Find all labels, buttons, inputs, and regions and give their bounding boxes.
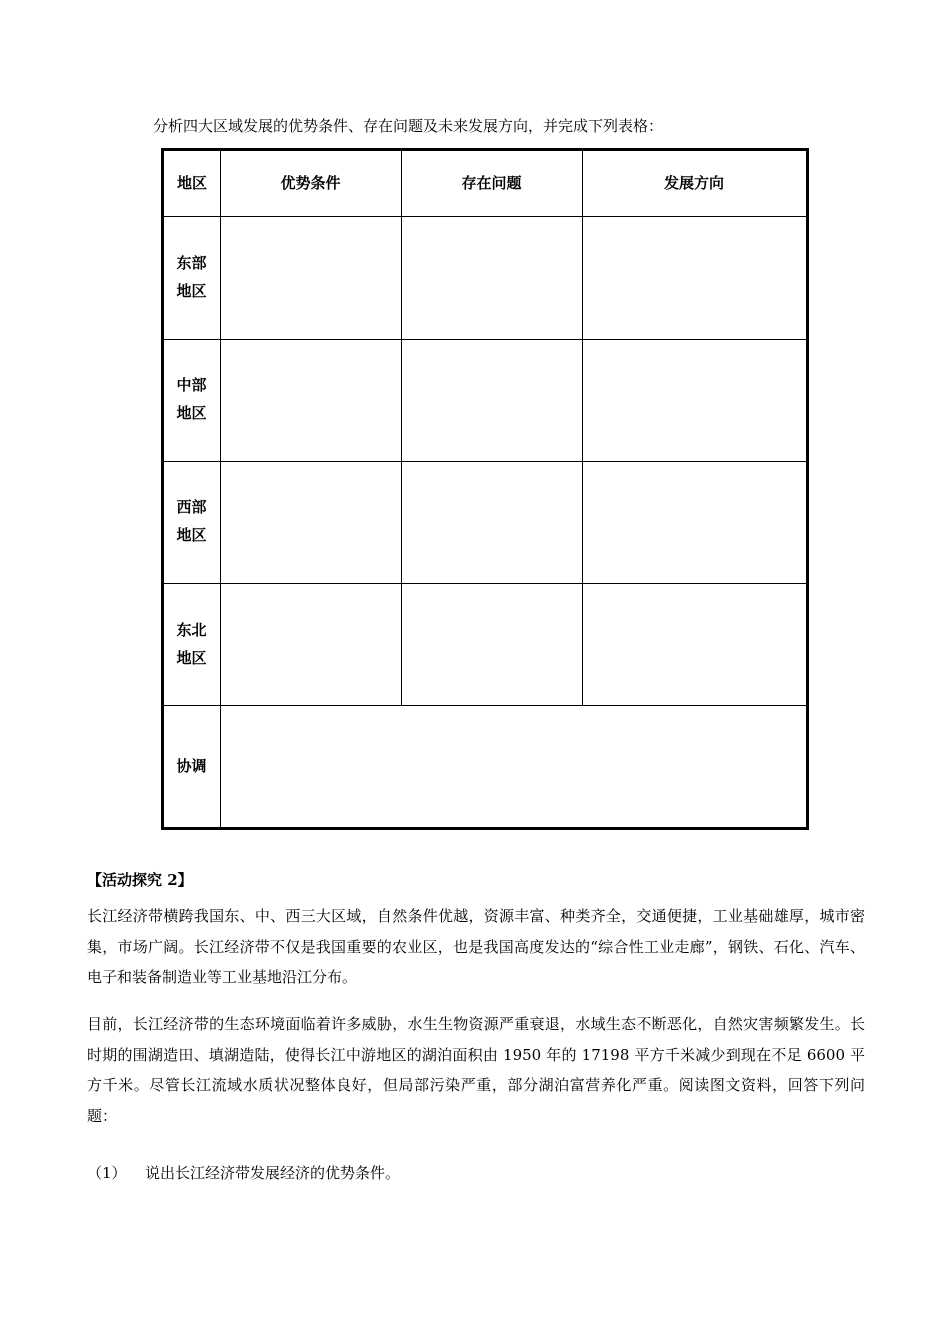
row-label-line: 西部 [176, 498, 207, 516]
header-region: 地区 [176, 174, 207, 192]
row-label-line: 地区 [176, 526, 207, 544]
header-problems: 存在问题 [461, 174, 522, 192]
header-advantages: 优势条件 [280, 174, 341, 192]
table-row-divider [164, 216, 806, 217]
row-label-northeast [164, 616, 219, 672]
table-row-divider [164, 705, 806, 706]
row-label-line: 东北 [176, 621, 207, 639]
row-label-line: 地区 [176, 282, 207, 300]
paragraph-2: 目前，长江经济带的生态环境面临着许多威胁，水生生物资源严重衰退，水域生态不断恶化，自然灾害频繁发生。长时期的围湖造田、填湖造陆，使得长江中游地区的湖泊面积由 1950 年的 17198 平方千米减少到现在不足 6600 平方千米。尽管长江流域水质状况整体良好，但局部污染严重，部分湖泊富营养化严重。阅读图文资料，回答下列问题： [87, 1015, 865, 1125]
row-label-line: 中部 [176, 376, 207, 394]
table-row-divider [164, 583, 806, 584]
table-col-divider [401, 151, 402, 705]
question-1 [87, 1163, 400, 1183]
section-heading: 【活动探究 2】 [87, 871, 193, 889]
row-label-coordination: 协调 [176, 757, 207, 775]
row-label-central [164, 371, 219, 427]
intro-instruction: 分析四大区域发展的优势条件、存在问题及未来发展方向，并完成下列表格： [153, 117, 664, 135]
header-direction: 发展方向 [663, 174, 724, 192]
row-label-line: 东部 [176, 254, 207, 272]
table-col-divider [220, 151, 221, 827]
row-label-line: 地区 [176, 649, 207, 667]
question-text: 说出长江经济带发展经济的优势条件。 [145, 1164, 401, 1182]
table-col-divider [582, 151, 583, 705]
table-row-divider [164, 339, 806, 340]
table-row-divider [164, 461, 806, 462]
paragraph-1: 长江经济带横跨我国东、中、西三大区域，自然条件优越，资源丰富、种类齐全，交通便捷，工业基础雄厚，城市密集，市场广阔。长江经济带不仅是我国重要的农业区，也是我国高度发达的“综合性工业走廊”，钢铁、石化、汽车、电子和装备制造业等工业基地沿江分布。 [87, 907, 865, 986]
row-label-line: 地区 [176, 404, 207, 422]
row-label-west [164, 493, 219, 549]
row-label-east [164, 249, 219, 305]
regional-analysis-table [161, 148, 809, 830]
question-number: （1） [87, 1164, 127, 1182]
